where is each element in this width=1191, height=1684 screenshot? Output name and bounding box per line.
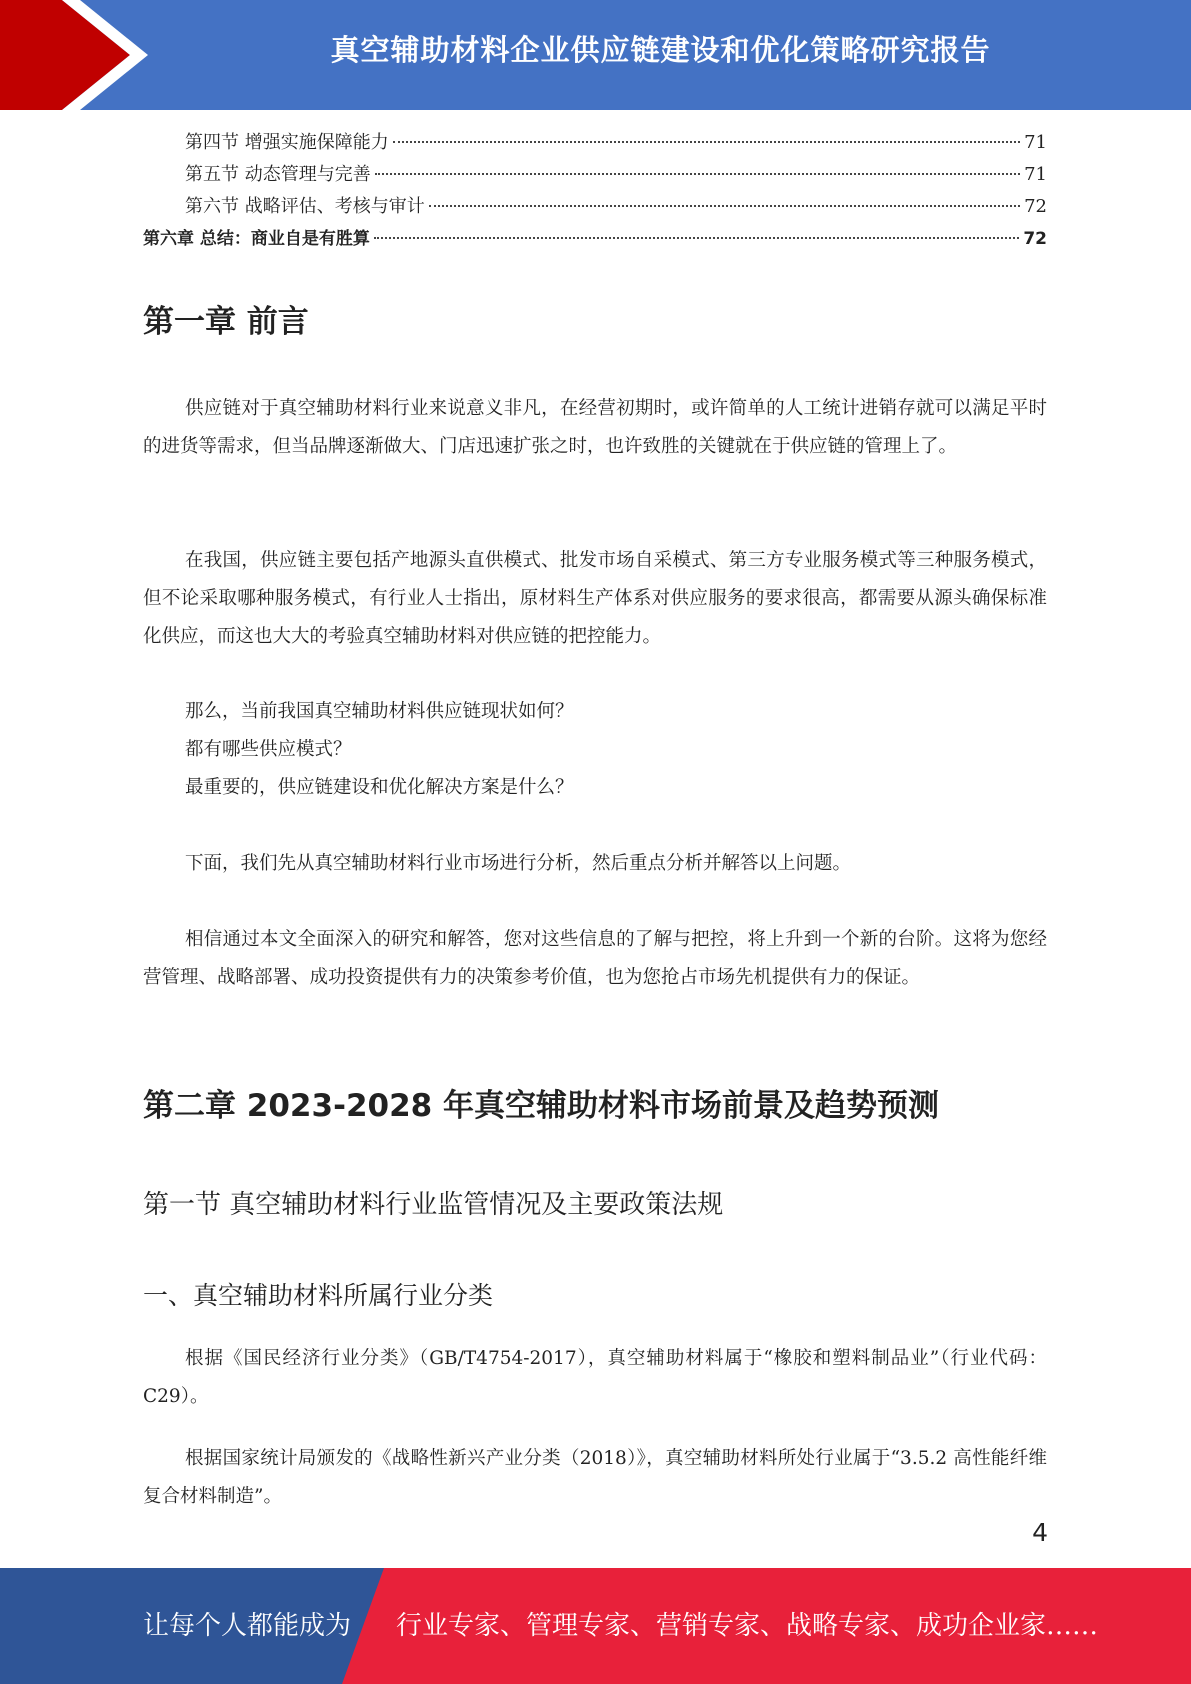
page-number: 4 <box>1032 1518 1048 1547</box>
header-title: 真空辅助材料企业供应链建设和优化策略研究报告 <box>330 33 991 67</box>
toc-entry-page: 71 <box>1024 164 1047 185</box>
header-arrow-graphic <box>0 0 160 110</box>
toc-entry[interactable] <box>143 192 1047 224</box>
chapter-2-paragraph-2: 根据国家统计局颁发的《战略性新兴产业分类（2018）》，真空辅助材料所处行业属于“3.5.2 高性能纤维复合材料制造”。 <box>143 1448 1047 1507</box>
question-2: 都有哪些供应模式？ <box>185 739 352 760</box>
subsection-1-title: 一、真空辅助材料所属行业分类 <box>143 1281 494 1310</box>
toc-entry-page: 71 <box>1024 132 1047 153</box>
toc-leader <box>393 141 1020 143</box>
chapter-1-title: 第一章 前言 <box>143 304 309 340</box>
toc-leader <box>375 173 1020 175</box>
toc-entry-chapter[interactable] <box>143 224 1047 256</box>
question-1: 那么，当前我国真空辅助材料供应链现状如何？ <box>185 701 574 722</box>
toc-leader <box>374 237 1019 239</box>
page-footer <box>0 1568 1191 1684</box>
chapter-2-paragraph-1: 根据《国民经济行业分类》（GB/T4754-2017），真空辅助材料属于“橡胶和塑料制品业”（行业代码：C29）。 <box>143 1348 1047 1407</box>
toc-entry-label: 第六节 战略评估、考核与审计 <box>185 196 425 217</box>
chapter-1-paragraph-2: 在我国，供应链主要包括产地源头直供模式、批发市场自采模式、第三方专业服务模式等三种服务模式，但不论采取哪种服务模式，有行业人士指出，原材料生产体系对供应服务的要求很高，都需要从源头确保标准化供应，而这也大大的考验真空辅助材料对供应链的把控能力。 <box>143 550 1047 647</box>
chapter-1-paragraph-4: 相信通过本文全面深入的研究和解答，您对这些信息的了解与把控，将上升到一个新的台阶。这将为您经营管理、战略部署、成功投资提供有力的决策参考价值，也为您抢占市场先机提供有力的保证。 <box>143 929 1047 988</box>
toc-entry-label: 第四节 增强实施保障能力 <box>185 132 389 153</box>
footer-slogan-right: 行业专家、管理专家、营销专家、战略专家、成功企业家…… <box>396 1611 1099 1641</box>
chapter-2-title: 第二章 2023-2028 年真空辅助材料市场前景及趋势预测 <box>143 1088 940 1124</box>
toc-leader <box>429 205 1020 207</box>
table-of-contents <box>143 128 1047 256</box>
toc-entry-label: 第五节 动态管理与完善 <box>185 164 371 185</box>
chapter-1-paragraph-3: 下面，我们先从真空辅助材料行业市场进行分析，然后重点分析并解答以上问题。 <box>185 853 852 874</box>
chapter-1-paragraph-1: 供应链对于真空辅助材料行业来说意义非凡，在经营初期时，或许简单的人工统计进销存就可以满足平时的进货等需求，但当品牌逐渐做大、门店迅速扩张之时，也许致胜的关键就在于供应链的管理上了。 <box>143 398 1047 457</box>
question-3: 最重要的，供应链建设和优化解决方案是什么？ <box>185 777 574 798</box>
footer-slogan-left: 让每个人都能成为 <box>143 1611 352 1641</box>
toc-entry[interactable] <box>143 128 1047 160</box>
page-header <box>0 0 1191 110</box>
toc-entry-page: 72 <box>1023 229 1047 249</box>
toc-entry-page: 72 <box>1024 196 1047 217</box>
section-1-title: 第一节 真空辅助材料行业监管情况及主要政策法规 <box>143 1190 724 1220</box>
toc-entry-label: 第六章 总结：商业自是有胜算 <box>143 229 370 249</box>
toc-entry[interactable] <box>143 160 1047 192</box>
